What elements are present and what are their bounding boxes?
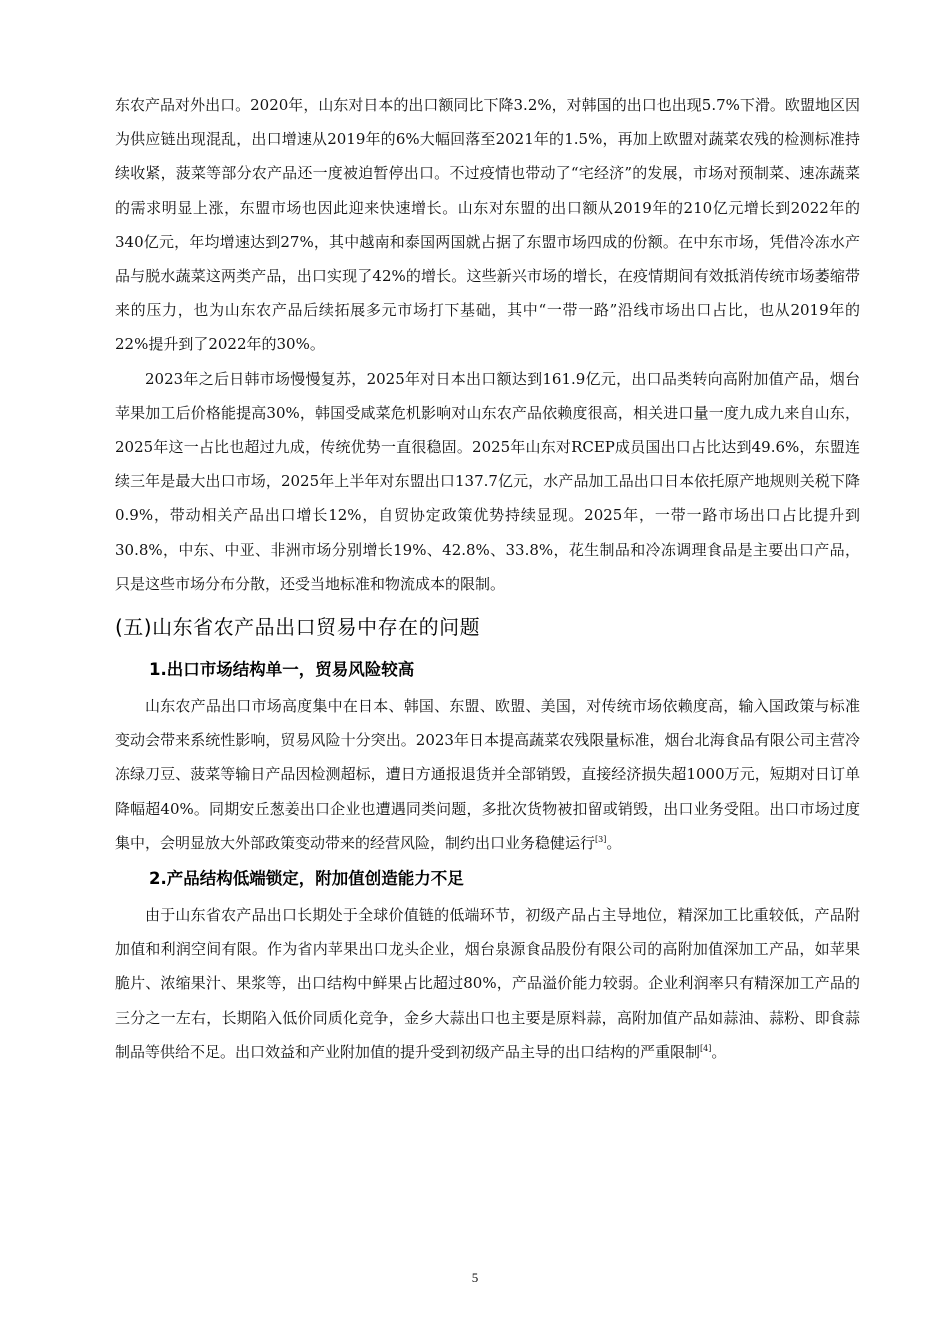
subsection-heading-2: 2.产品结构低端锁定，附加值创造能力不足 — [149, 869, 464, 889]
subsection-paragraph-2 — [115, 898, 860, 1069]
section-heading: (五)山东省农产品出口贸易中存在的问题 — [115, 615, 481, 640]
page-number: 5 — [471, 1270, 479, 1285]
citation-ref[interactable]: [4] — [700, 1043, 712, 1053]
paragraph-end-mark: 。 — [606, 833, 622, 852]
page-body — [115, 88, 860, 1069]
subsection-heading-1: 1.出口市场结构单一，贸易风险较高 — [149, 660, 415, 680]
body-paragraph: 2023年之后日韩市场慢慢复苏，2025年对日本出口额达到161.9亿元，出口品类转向高附加值产品，烟台苹果加工后价格能提高30%，韩国受咸菜危机影响对山东农产品依赖度很高，相关进口量一度九成九来自山东，2025年这一占比也超过九成，传统优势一直很稳固。2025年山东对RCEP成员国出口占比达到49.6%，东盟连续三年是最大出口市场，2025年上半年对东盟出口137.7亿元，水产品加工品出口日本依托原产地规则关税下降0.9%，带动相关产品出口增长12%，自贸协定政策优势持续显现。2025年，一带一路市场出口占比提升到30.8%，中东、中亚、非洲市场分别增长19%、42.8%、33.8%，花生制品和冷冻调理食品是主要出口产品，只是这些市场分布分散，还受当地标准和物流成本的限制。 — [115, 369, 860, 593]
subsection-paragraph-1 — [115, 689, 860, 860]
paragraph-text: 山东农产品出口市场高度集中在日本、韩国、东盟、欧盟、美国，对传统市场依赖度高，输入国政策与标准变动会带来系统性影响，贸易风险十分突出。2023年日本提高蔬菜农残限量标准，烟台北海食品有限公司主营冷冻绿刀豆、菠菜等输日产品因检测超标，遭日方通报退货并全部销毁，直接经济损失超1000万元，短期对日订单降幅超40%。同期安丘葱姜出口企业也遭遇同类问题，多批次货物被扣留或销毁，出口业务受阻。出口市场过度集中，会明显放大外部政策变动带来的经营风险，制约出口业务稳健运行 — [115, 697, 860, 852]
body-paragraph-continued: 东农产品对外出口。2020年，山东对日本的出口额同比下降3.2%，对韩国的出口也出现5.7%下滑。欧盟地区因为供应链出现混乱，出口增速从2019年的6%大幅回落至2021年的1.5%，再加上欧盟对蔬菜农残的检测标准持续收紧，菠菜等部分农产品还一度被迫暂停出口。不过疫情也带动了“宅经济”的发展，市场对预制菜、速冻蔬菜的需求明显上涨，东盟市场也因此迎来快速增长。山东对东盟的出口额从2019年的210亿元增长到2022年的340亿元，年均增速达到27%，其中越南和泰国两国就占据了东盟市场四成的份额。在中东市场，凭借冷冻水产品与脱水蔬菜这两类产品，出口实现了42%的增长。这些新兴市场的增长，在疫情期间有效抵消传统市场萎缩带来的压力，也为山东农产品后续拓展多元市场打下基础，其中“一带一路”沿线市场出口占比，也从2019年的22%提升到了2022年的30%。 — [115, 96, 860, 354]
citation-ref[interactable]: [3] — [595, 834, 607, 844]
paragraph-end-mark: 。 — [711, 1042, 727, 1061]
paragraph-text: 由于山东省农产品出口长期处于全球价值链的低端环节，初级产品占主导地位，精深加工比重较低，产品附加值和利润空间有限。作为省内苹果出口龙头企业，烟台泉源食品股份有限公司的高附加值深加工产品，如苹果脆片、浓缩果汁、果浆等，出口结构中鲜果占比超过80%，产品溢价能力较弱。企业利润率只有精深加工产品的三分之一左右，长期陷入低价同质化竞争，金乡大蒜出口也主要是原料蒜，高附加值产品如蒜油、蒜粉、即食蒜制品等供给不足。出口效益和产业附加值的提升受到初级产品主导的出口结构的严重限制 — [115, 906, 860, 1061]
